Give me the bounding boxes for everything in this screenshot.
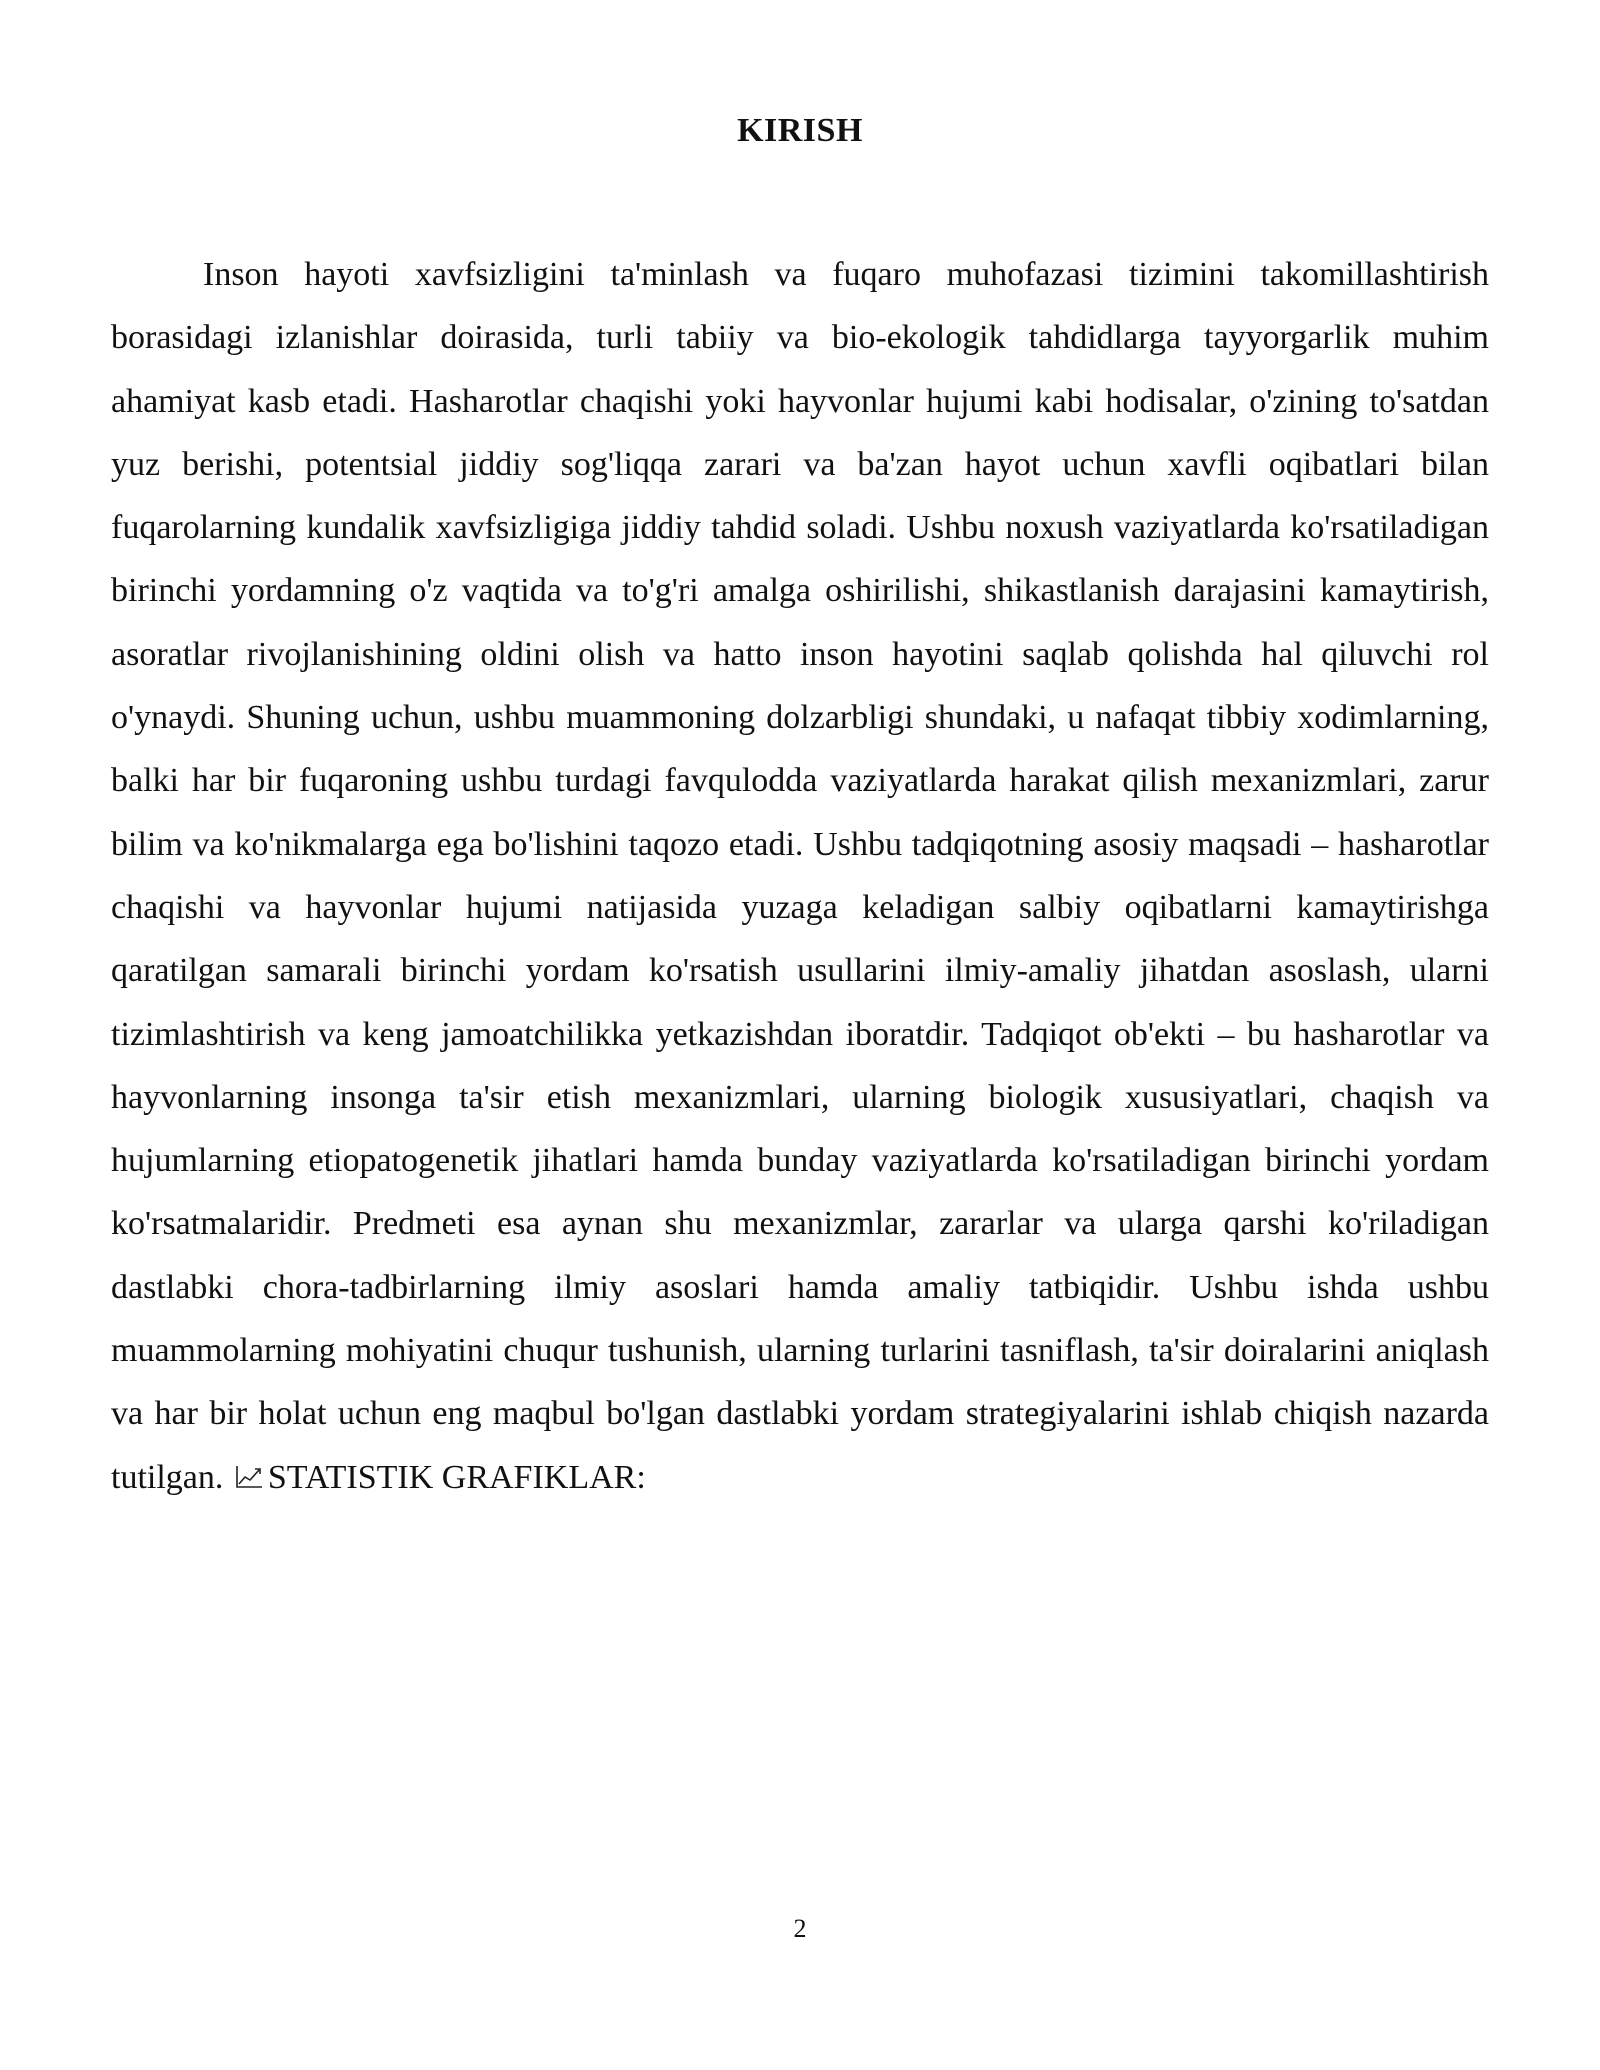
page-number: 2 xyxy=(793,1914,807,1943)
statistics-section-label: STATISTIK GRAFIKLAR: xyxy=(267,1458,646,1496)
intro-paragraph xyxy=(111,243,1489,1509)
paragraph-text: Inson hayoti xavfsizligini ta'minlash va fuqaro muhofazasi tizimini takomillashtirish borasidagi izlanishlar doirasida, turli tabiiy va bio-ekologik tahdidlarga tayyorgarlik muhim ahamiyat kasb etadi. Hasharotlar chaqishi yoki hayvonlar hujumi kabi hodisalar, o'zining to'satdan yuz berishi, potentsial jiddiy sog'liqqa zarari va ba'zan hayot uchun xavfli oqibatlari bilan fuqarolarning kundalik xavfsizligiga jiddiy tahdid soladi. Ushbu noxush vaziyatlarda ko'rsatiladigan birinchi yordamning o'z vaqtida va to'g'ri amalga oshirilishi, shikastlanish darajasini kamaytirish, asoratlar rivojlanishining oldini olish va hatto inson hayotini saqlab qolishda hal qiluvchi rol o'ynaydi. Shuning uchun, ushbu muammoning dolzarbligi shundaki, u nafaqat tibbiy xodimlarning, balki har bir fuqaroning ushbu turdagi favqulodda vaziyatlarda harakat qilish mexanizmlari, zarur bilim va ko'nikmalarga ega bo'lishini taqozo etadi. Ushbu tadqiqotning asosiy maqsadi – hasharotlar chaqishi va hayvonlar hujumi natijasida yuzaga keladigan salbiy oqibatlarni kamaytirishga qaratilgan samarali birinchi yordam ko'rsatish usullarini ilmiy-amaliy jihatdan asoslash, ularni tizimlashtirish va keng jamoatchilikka yetkazishdan iboratdir. Tadqiqot ob'ekti – bu hasharotlar va hayvonlarning insonga ta'sir etish mexanizmlari, ularning biologik xususiyatlari, chaqish va hujumlarning etiopatogenetik jihatlari hamda bunday vaziyatlarda ko'rsatiladigan birinchi yordam ko'rsatmalaridir. Predmeti esa aynan shu mexanizmlar, zararlar va ularga qarshi ko'riladigan dastlabki chora-tadbirlarning ilmiy asoslari hamda amaliy tatbiqidir. Ushbu ishda ushbu muammolarning mohiyatini chuqur tushunish, ularning turlarini tasniflash, ta'sir doiralarini aniqlash va har bir holat uchun eng maqbul bo'lgan dastlabki yordam strategiyalarini ishlab chiqish nazarda tutilgan. xyxy=(111,256,1489,1496)
page-heading: KIRISH xyxy=(737,112,863,149)
chart-increasing-icon xyxy=(234,1464,264,1490)
